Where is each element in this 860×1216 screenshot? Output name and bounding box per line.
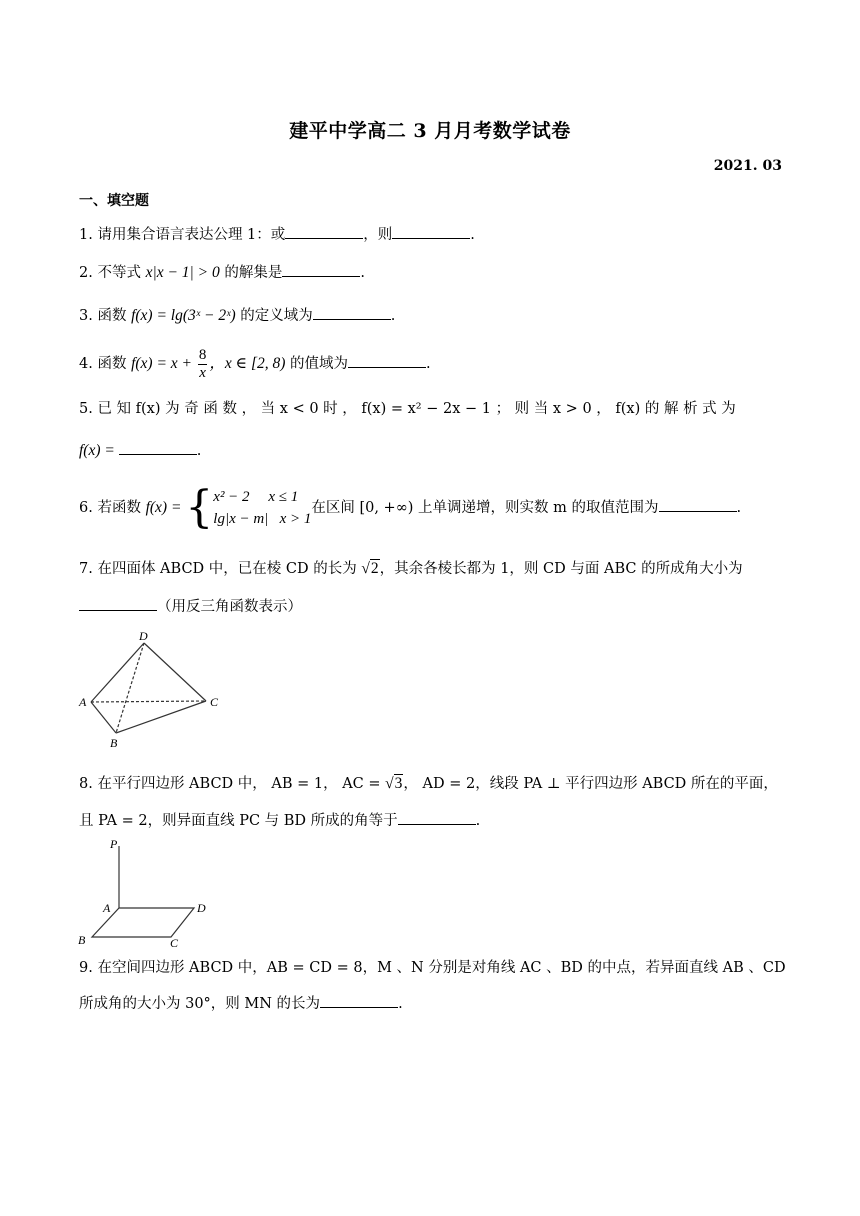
q3-text: 3. 函数 bbox=[79, 308, 132, 324]
q6-blank bbox=[659, 497, 737, 512]
section-heading: 一、填空题 bbox=[79, 193, 149, 209]
q6-end: . bbox=[736, 500, 742, 516]
question-8 bbox=[79, 773, 778, 795]
question-3 bbox=[79, 305, 395, 327]
q9-line1: 9. 在空间四边形 ABCD 中，AB = CD = 8，M 、N 分别是对角线 AC 、BD 的中点，若异面直线 AB 、CD bbox=[79, 960, 786, 976]
q7-line1-pre: 7. 在四面体 ABCD 中，已在棱 CD 的长为 bbox=[79, 561, 362, 577]
q4-fraction bbox=[198, 347, 208, 382]
label-d: D bbox=[139, 629, 148, 643]
q5-blank bbox=[119, 440, 197, 455]
q4-post: 的值域为 bbox=[285, 356, 349, 372]
q2-end: . bbox=[360, 265, 365, 281]
q4-denominator: x bbox=[199, 364, 206, 381]
q1-text: 1. 请用集合语言表达公理 1：或 bbox=[79, 227, 286, 243]
q6-piecewise bbox=[213, 486, 311, 530]
question-7 bbox=[79, 558, 743, 580]
question-8-line2 bbox=[79, 810, 480, 832]
q3-expr: f(x) = lg(3ˣ − 2ˣ) bbox=[131, 307, 236, 324]
q1-blank-1 bbox=[285, 224, 363, 239]
label-a: A bbox=[103, 901, 111, 915]
q2-post: 的解集是 bbox=[219, 265, 283, 281]
parallelogram-figure bbox=[74, 836, 224, 952]
question-7-line2 bbox=[79, 596, 302, 618]
question-9 bbox=[79, 957, 786, 979]
q3-end: . bbox=[390, 308, 396, 324]
q7-sqrt-symbol: √ bbox=[361, 560, 370, 577]
q6-text: 6. 若函数 bbox=[79, 500, 146, 516]
q7-line1-post: ，其余各棱长都为 1，则 CD 与面 ABC 的所成角大小为 bbox=[379, 561, 743, 577]
q1-mid: ，则 bbox=[363, 227, 393, 243]
q6-case2-cond: x > 1 bbox=[279, 511, 312, 527]
exam-date: 2021. 03 bbox=[713, 158, 782, 174]
q8-sqrt-symbol: √ bbox=[385, 775, 394, 792]
q9-line2: 所成角的大小为 30°，则 MN 的长为 bbox=[79, 996, 321, 1012]
q3-blank bbox=[313, 305, 391, 320]
q4-numerator: 8 bbox=[198, 346, 207, 363]
q6-case2-expr: lg|x − m| bbox=[213, 511, 269, 527]
q1-end: . bbox=[470, 227, 475, 243]
edge-bc bbox=[116, 701, 206, 733]
question-4 bbox=[79, 344, 431, 384]
q4-end: . bbox=[426, 356, 431, 372]
q8-line1-pre: 8. 在平行四边形 ABCD 中， AB = 1， AC = bbox=[79, 776, 386, 792]
q6-brace: { bbox=[185, 482, 214, 533]
q8-line1-post: ， AD = 2，线段 PA ⊥ 平行四边形 ABCD 所在的平面， bbox=[403, 776, 778, 792]
label-c: C bbox=[210, 695, 219, 709]
q6-case1-cond: x ≤ 1 bbox=[268, 489, 299, 505]
edge-da bbox=[91, 643, 144, 702]
q4-blank bbox=[348, 353, 426, 368]
question-9-line2 bbox=[79, 993, 403, 1015]
q3-post: 的定义域为 bbox=[235, 308, 313, 324]
edge-ac bbox=[91, 701, 206, 702]
tetrahedron-figure bbox=[74, 628, 234, 753]
label-b: B bbox=[110, 736, 118, 750]
q4-text: 4. 函数 bbox=[79, 356, 132, 372]
q8-end: . bbox=[475, 813, 481, 829]
q8-line2: 且 PA = 2，则异面直线 PC 与 BD 所成的角等于 bbox=[79, 813, 398, 829]
label-p: P bbox=[110, 837, 118, 851]
label-c: C bbox=[170, 936, 179, 950]
q2-blank bbox=[282, 262, 360, 277]
q7-blank bbox=[79, 596, 157, 611]
question-1 bbox=[79, 224, 475, 246]
q8-sqrt-value: 3 bbox=[394, 775, 403, 792]
edge-ab bbox=[91, 702, 116, 733]
q9-blank bbox=[320, 993, 398, 1008]
q5-line1: 5. 已 知 f(x) 为 奇 函 数 ， 当 x < 0 时 ， f(x) = x² − 2x − 1 ； 则 当 x > 0 ， f(x) 的 解 析 式 为 bbox=[79, 401, 736, 417]
q2-expr: x|x − 1| > 0 bbox=[145, 264, 220, 281]
q6-case1-expr: x² − 2 bbox=[213, 489, 250, 505]
edge-db bbox=[116, 643, 144, 733]
question-6 bbox=[79, 484, 741, 532]
q4-expr-b: ，x ∈ [2, 8) bbox=[209, 355, 286, 372]
edge-dc bbox=[144, 643, 206, 701]
question-5-line2 bbox=[79, 440, 201, 462]
question-5 bbox=[79, 398, 736, 420]
page-title: 建平中学高二 3 月月考数学试卷 bbox=[289, 120, 571, 142]
q1-blank-2 bbox=[392, 224, 470, 239]
q5-end: . bbox=[196, 443, 202, 459]
label-a: A bbox=[79, 695, 87, 709]
q5-lhs: f(x) = bbox=[79, 442, 119, 459]
q6-post: 在区间 [0, +∞) 上单调递增，则实数 m 的取值范围为 bbox=[311, 500, 659, 516]
label-d: D bbox=[197, 901, 206, 915]
q9-end: . bbox=[398, 996, 403, 1012]
q6-fx: f(x) = bbox=[145, 499, 186, 516]
q7-line2: （用反三角函数表示） bbox=[157, 599, 302, 615]
q7-sqrt-value: 2 bbox=[370, 560, 379, 577]
q4-expr-a: f(x) = x + bbox=[131, 355, 196, 372]
q2-text: 2. 不等式 bbox=[79, 265, 146, 281]
q8-blank bbox=[398, 810, 476, 825]
question-2 bbox=[79, 262, 365, 284]
label-b: B bbox=[78, 933, 86, 947]
